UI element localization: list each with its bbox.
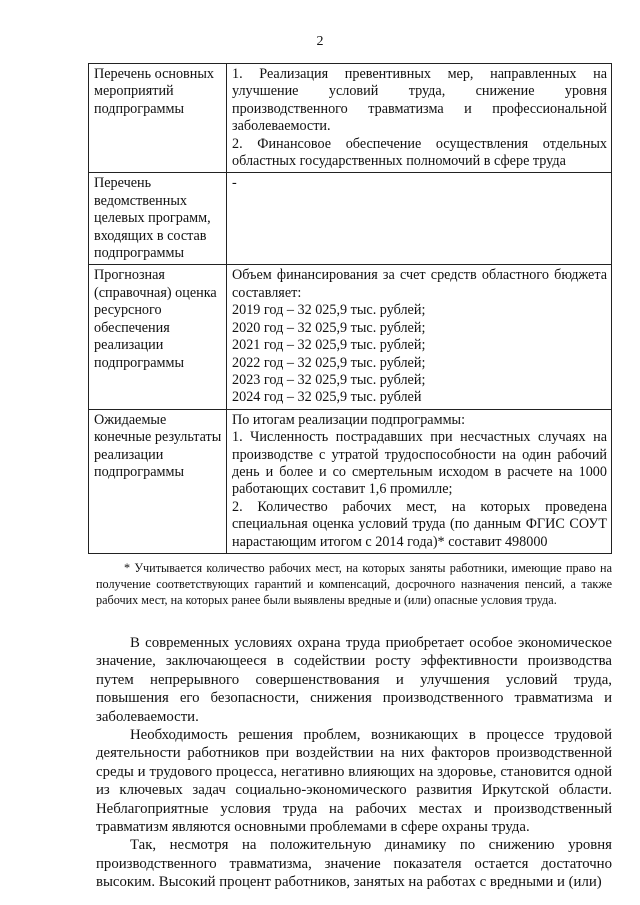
list-item: 2024 год – 32 025,9 тыс. рублей xyxy=(232,389,422,406)
row-label: Перечень ведомственных целевых программ, входящих в состав подпрограммы xyxy=(89,173,227,265)
footnote-text: * Учитывается количество рабочих мест, на которых заняты работники, имеющие право на получение соответствующих гарантий и компенсаций, досрочного назначения пенсий, а также рабочих мест, на которых ранее были выявлены вредные и (или) опасные условия труда. xyxy=(96,561,612,607)
list-item: 1. Численность пострадавших при несчастных случаях на производстве с утратой трудоспособности на один рабочий день и более и со смертельным исходом в расчете на 1000 работающих составит 1,6 промилле; xyxy=(232,429,607,498)
list-item: По итогам реализации подпрограммы: xyxy=(232,411,466,428)
row-label: Прогнозная (справочная) оценка ресурсного обеспечения реализации подпрограммы xyxy=(89,265,227,409)
paragraph: В современных условиях охрана труда приобретает особое экономическое значение, заключающееся в содействии росту эффективности производства путем непрерывного совершенствования и улучшения условий труда, повышения его безопасности, снижения производственного травматизма и заболеваемости. xyxy=(96,635,612,725)
list-item: 2. Финансовое обеспечение осуществления отдельных областных государственных полномочий в сфере труда xyxy=(232,135,607,170)
row-value xyxy=(227,265,612,409)
body-text xyxy=(96,634,612,892)
list-item: 2020 год – 32 025,9 тыс. рублей; xyxy=(232,319,426,336)
subprogram-passport-table xyxy=(88,63,612,554)
list-item: Объем финансирования за счет средств областного бюджета составляет: xyxy=(232,267,607,301)
list-item: 2022 год – 32 025,9 тыс. рублей; xyxy=(232,354,426,371)
table-row xyxy=(89,409,612,553)
row-value xyxy=(227,173,612,265)
list-item: 2019 год – 32 025,9 тыс. рублей; xyxy=(232,302,426,319)
paragraph: Необходимость решения проблем, возникающих в процессе трудовой деятельности работников при воздействии на них факторов производственной среды и трудового процесса, негативно влияющих на здоровье, становится одной из ключевых задач социально-экономического развития Иркутской области. Неблагоприятные условия труда на рабочих местах и производственный травматизм являются основными проблемами в сфере охраны труда. xyxy=(96,727,612,836)
page-number: 2 xyxy=(316,34,324,49)
table-row xyxy=(89,173,612,265)
footnote xyxy=(96,560,612,608)
list-item: 2021 год – 32 025,9 тыс. рублей; xyxy=(232,337,426,354)
row-label: Ожидаемые конечные результаты реализации подпрограммы xyxy=(89,409,227,553)
table-row xyxy=(89,64,612,173)
list-item: 1. Реализация превентивных мер, направленных на улучшение условий труда, снижение уровня производственного травматизма и профессиональной заболеваемости. xyxy=(232,66,607,135)
paragraph: Так, несмотря на положительную динамику по снижению уровня производственного травматизма, значение показателя остается достаточно высоким. Высокий процент работников, занятых на работах с вредными и (или) xyxy=(96,837,612,891)
list-item: - xyxy=(232,175,237,192)
list-item: 2. Количество рабочих мест, на которых проведена специальная оценка условий труда (по данным ФГИС СОУТ нарастающим итогом с 2014 года)* составит 498000 xyxy=(232,498,607,550)
table-row xyxy=(89,265,612,409)
row-value xyxy=(227,64,612,173)
list-item: 2023 год – 32 025,9 тыс. рублей; xyxy=(232,371,426,388)
row-label: Перечень основных мероприятий подпрограммы xyxy=(89,64,227,173)
row-value xyxy=(227,409,612,553)
